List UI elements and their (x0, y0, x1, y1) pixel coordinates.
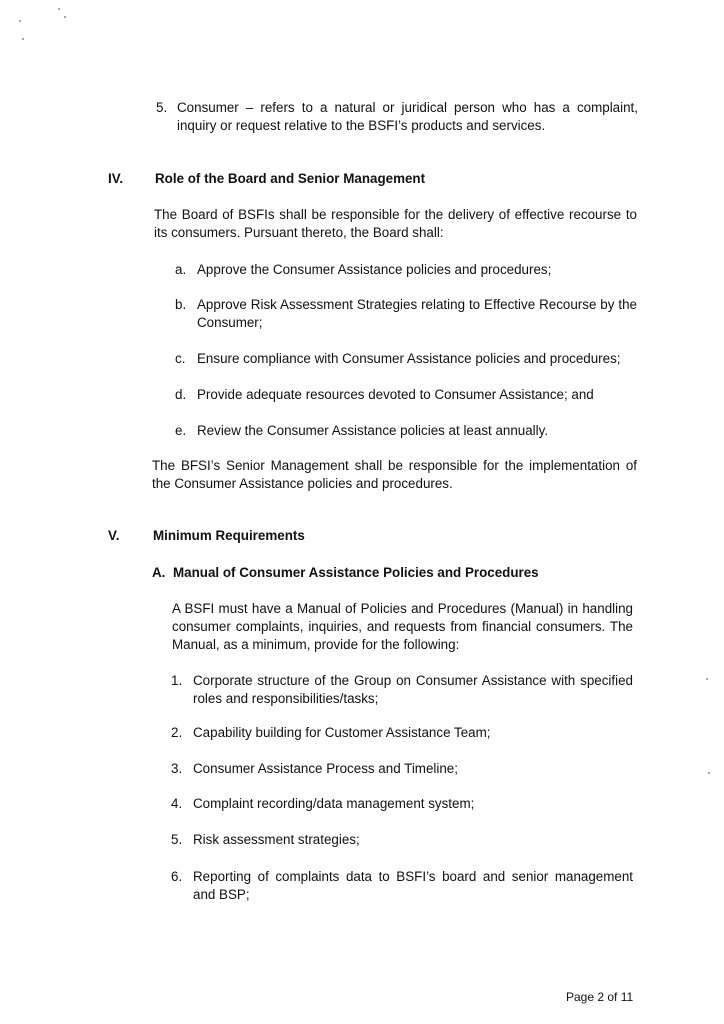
section-v-heading: Minimum Requirements (153, 528, 305, 543)
list-item: Approve Risk Assessment Strategies relating to Effective Recourse by the Consumer; (197, 297, 637, 330)
list-item-marker: e. (175, 423, 187, 438)
list-item: Corporate structure of the Group on Consumer Assistance with specified roles and responsibilities/tasks; (193, 673, 633, 706)
scan-speck (706, 678, 708, 680)
list-item: Ensure compliance with Consumer Assistance policies and procedures; (197, 351, 621, 366)
list-item: Approve the Consumer Assistance policies and procedures; (197, 262, 552, 277)
subsection-a-marker: A. (152, 565, 166, 580)
list-item-marker: 5. (171, 832, 183, 847)
list-item-marker: a. (175, 262, 187, 277)
list-item-marker: 3. (171, 761, 183, 776)
section-iv-heading: Role of the Board and Senior Management (155, 171, 426, 186)
list-item: Reporting of complaints data to BSFI’s board and senior management and BSP; (193, 869, 633, 902)
definition-consumer: Consumer – refers to a natural or juridical person who has a complaint, inquiry or request relative to the BSFI’s products and services. (177, 100, 638, 133)
list-item-marker: c. (175, 351, 186, 366)
scan-speck (19, 20, 21, 22)
list-item-marker: 6. (171, 869, 183, 884)
scan-speck (64, 16, 66, 18)
scan-speck (22, 38, 24, 40)
list-item: Review the Consumer Assistance policies at least annually. (197, 423, 549, 438)
list-item-marker: d. (175, 387, 187, 402)
scan-speck (58, 8, 60, 10)
list-item: Capability building for Customer Assistance Team; (193, 725, 491, 740)
list-item-marker: 5. (156, 100, 168, 115)
section-iv-numeral: IV. (108, 171, 124, 186)
list-item-marker: 1. (171, 673, 183, 688)
section-iv-closing: The BFSI’s Senior Management shall be responsible for the implementation of the Consumer Assistance policies and procedures. (152, 458, 637, 491)
page-number: Page 2 of 11 (566, 990, 634, 1004)
subsection-a-heading: Manual of Consumer Assistance Policies and Procedures (173, 565, 539, 580)
list-item: Risk assessment strategies; (193, 832, 360, 847)
list-item-marker: 2. (171, 725, 183, 740)
list-item: Consumer Assistance Process and Timeline; (193, 761, 458, 776)
list-item: Provide adequate resources devoted to Consumer Assistance; and (197, 387, 594, 402)
list-item-marker: 4. (171, 796, 183, 811)
section-iv-intro: The Board of BSFIs shall be responsible for the delivery of effective recourse to its consumers. Pursuant thereto, the Board shall: (154, 207, 637, 240)
scan-speck (708, 772, 710, 774)
list-item: Complaint recording/data management system; (193, 796, 475, 811)
section-v-numeral: V. (108, 528, 120, 543)
subsection-a-intro: A BSFI must have a Manual of Policies and Procedures (Manual) in handling consumer complaints, inquiries, and requests from financial consumers. The Manual, as a minimum, provide for the following: (172, 601, 633, 652)
list-item-marker: b. (175, 297, 187, 312)
